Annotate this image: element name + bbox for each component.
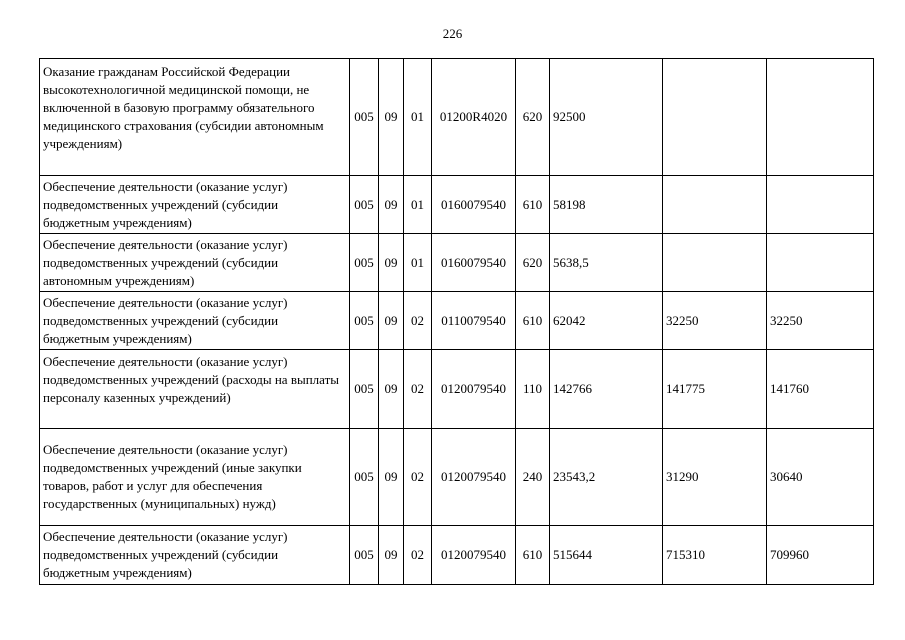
target-code: 0120079540 bbox=[432, 429, 516, 526]
sum-year-1: 62042 bbox=[550, 292, 663, 350]
sum-year-3 bbox=[767, 59, 874, 176]
sum-year-2: 31290 bbox=[663, 429, 767, 526]
budget-table bbox=[39, 58, 874, 585]
subsection-code: 01 bbox=[404, 176, 432, 234]
sum-year-3 bbox=[767, 234, 874, 292]
expense-code: 610 bbox=[516, 292, 550, 350]
subsection-code: 02 bbox=[404, 350, 432, 429]
expense-code: 620 bbox=[516, 59, 550, 176]
ministry-code: 005 bbox=[350, 234, 379, 292]
sum-year-2: 715310 bbox=[663, 526, 767, 585]
sum-year-1: 58198 bbox=[550, 176, 663, 234]
sum-year-2 bbox=[663, 234, 767, 292]
sum-year-2: 32250 bbox=[663, 292, 767, 350]
sum-year-3: 709960 bbox=[767, 526, 874, 585]
table-row bbox=[40, 429, 874, 526]
ministry-code: 005 bbox=[350, 292, 379, 350]
sum-year-1: 142766 bbox=[550, 350, 663, 429]
row-name: Обеспечение деятельности (оказание услуг) подведомственных учреждений (иные закупки товаров, работ и услуг для обеспечения государственных (муниципальных) нужд) bbox=[40, 429, 350, 526]
sum-year-1: 92500 bbox=[550, 59, 663, 176]
expense-code: 610 bbox=[516, 526, 550, 585]
sum-year-1: 515644 bbox=[550, 526, 663, 585]
row-name: Обеспечение деятельности (оказание услуг) подведомственных учреждений (субсидии бюджетным учреждениям) bbox=[40, 526, 350, 585]
section-code: 09 bbox=[379, 526, 404, 585]
expense-code: 620 bbox=[516, 234, 550, 292]
sum-year-3 bbox=[767, 176, 874, 234]
row-name: Обеспечение деятельности (оказание услуг) подведомственных учреждений (субсидии бюджетным учреждениям) bbox=[40, 292, 350, 350]
sum-year-2: 141775 bbox=[663, 350, 767, 429]
sum-year-2 bbox=[663, 176, 767, 234]
ministry-code: 005 bbox=[350, 429, 379, 526]
section-code: 09 bbox=[379, 59, 404, 176]
sum-year-1: 23543,2 bbox=[550, 429, 663, 526]
sum-year-1: 5638,5 bbox=[550, 234, 663, 292]
ministry-code: 005 bbox=[350, 350, 379, 429]
table-row bbox=[40, 526, 874, 585]
section-code: 09 bbox=[379, 234, 404, 292]
table-row bbox=[40, 292, 874, 350]
target-code: 0110079540 bbox=[432, 292, 516, 350]
ministry-code: 005 bbox=[350, 59, 379, 176]
target-code: 0120079540 bbox=[432, 350, 516, 429]
table-row bbox=[40, 59, 874, 176]
table-row bbox=[40, 234, 874, 292]
target-code: 0160079540 bbox=[432, 234, 516, 292]
section-code: 09 bbox=[379, 176, 404, 234]
target-code: 01200R4020 bbox=[432, 59, 516, 176]
subsection-code: 01 bbox=[404, 59, 432, 176]
subsection-code: 01 bbox=[404, 234, 432, 292]
ministry-code: 005 bbox=[350, 176, 379, 234]
table-row bbox=[40, 350, 874, 429]
ministry-code: 005 bbox=[350, 526, 379, 585]
table-row bbox=[40, 176, 874, 234]
expense-code: 610 bbox=[516, 176, 550, 234]
sum-year-3: 30640 bbox=[767, 429, 874, 526]
row-name: Оказание гражданам Российской Федерации высокотехнологичной медицинской помощи, не включенной в базовую программу обязательного медицинского страхования (субсидии автономным учреждениям) bbox=[40, 59, 350, 176]
sum-year-3: 32250 bbox=[767, 292, 874, 350]
target-code: 0120079540 bbox=[432, 526, 516, 585]
page-number: 226 bbox=[442, 26, 463, 41]
expense-code: 110 bbox=[516, 350, 550, 429]
sum-year-2 bbox=[663, 59, 767, 176]
subsection-code: 02 bbox=[404, 526, 432, 585]
sum-year-3: 141760 bbox=[767, 350, 874, 429]
row-name: Обеспечение деятельности (оказание услуг) подведомственных учреждений (расходы на выплаты персоналу казенных учреждений) bbox=[40, 350, 350, 429]
target-code: 0160079540 bbox=[432, 176, 516, 234]
section-code: 09 bbox=[379, 429, 404, 526]
row-name: Обеспечение деятельности (оказание услуг) подведомственных учреждений (субсидии бюджетным учреждениям) bbox=[40, 176, 350, 234]
section-code: 09 bbox=[379, 292, 404, 350]
subsection-code: 02 bbox=[404, 292, 432, 350]
section-code: 09 bbox=[379, 350, 404, 429]
subsection-code: 02 bbox=[404, 429, 432, 526]
expense-code: 240 bbox=[516, 429, 550, 526]
row-name: Обеспечение деятельности (оказание услуг) подведомственных учреждений (субсидии автономным учреждениям) bbox=[40, 234, 350, 292]
